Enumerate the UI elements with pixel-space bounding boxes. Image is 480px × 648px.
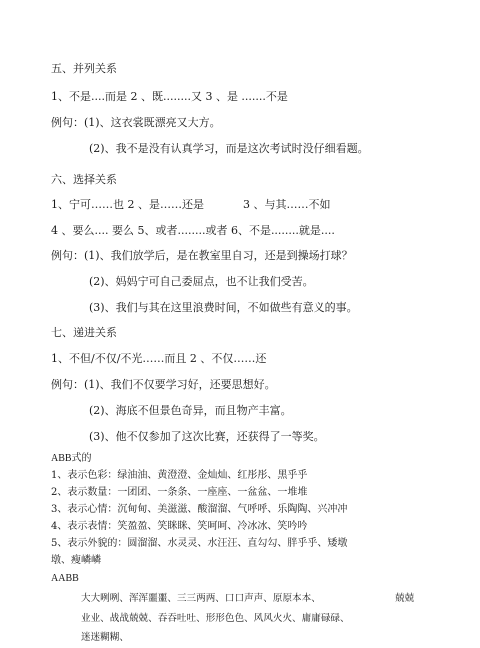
section-5-pattern: 1、不是....而是 2 、既........又 3 、是 .......不是	[51, 90, 288, 103]
abb-item: 4、表示表情：笑盈盈、笑眯眯、笑呵呵、冷冰冰、笑吟吟	[51, 521, 308, 532]
section-6-pattern-a: 1、宁可……也 2 、是……还是	[51, 198, 204, 211]
section-7-example-1: 例句：(1)、我们不仅要学习好，还要思想好。	[51, 378, 276, 391]
section-6-example-2: (2)、妈妈宁可自己委屈点，也不让我们受苦。	[89, 275, 314, 288]
abb-item: 3、表示心情：沉甸甸、美滋滋、酸溜溜、气呼呼、乐陶陶、兴冲冲	[51, 504, 348, 515]
abb-item-wrap: 墩、瘦嶙嶙	[51, 555, 101, 566]
section-5-example-2: (2)、我不是没有认真学习，而是这次考试时没仔细看题。	[89, 142, 369, 155]
abb-heading: ABB式的	[51, 453, 92, 464]
aabb-row-1: 大大咧咧、浑浑噩噩、三三两两、口口声声、原原本本、	[81, 593, 321, 604]
section-6-pattern-c: 4 、要么.... 要么 5、或者........或者 6、不是........就是....	[51, 224, 335, 237]
section-5-example-1: 例句：(1)、这衣裳既漂亮又大方。	[51, 116, 221, 129]
section-7-pattern: 1、不但/不仅/不光……而且 2 、不仅……还	[51, 352, 267, 365]
section-5-heading: 五、并列关系	[51, 62, 117, 75]
section-6-example-1: 例句：(1)、我们放学后，是在教室里自习，还是到操场打球？	[51, 249, 353, 262]
aabb-row-2: 业业、战战兢兢、吞吞吐吐、形形色色、风风火火、庸庸碌碌、	[81, 613, 350, 624]
section-7-example-2: (2)、海底不但景色奇异，而且物产丰富。	[89, 404, 292, 417]
section-6-heading: 六、选择关系	[51, 173, 117, 186]
abb-item: 1、表示色彩：绿油油、黄澄澄、金灿灿、红彤彤、黑乎乎	[51, 470, 308, 481]
section-6-pattern-b: 3 、与其……不如	[243, 198, 331, 211]
abb-item: 5、表示外貌的：圆溜溜、水灵灵、水汪汪、直勾勾、胖乎乎、矮墩	[51, 538, 348, 549]
section-6-example-3: (3)、我们与其在这里浪费时间，不如做些有意义的事。	[89, 301, 358, 314]
section-7-example-3: (3)、他不仅参加了这次比赛，还获得了一等奖。	[89, 430, 325, 443]
section-7-heading: 七、递进关系	[51, 326, 117, 339]
aabb-row-1-end: 兢兢	[395, 593, 415, 604]
aabb-row-3: 迷迷糊糊、	[81, 632, 129, 643]
abb-item: 2、表示数量：一团团、一条条、一座座、一盆盆、一堆堆	[51, 487, 308, 498]
aabb-heading: AABB	[51, 573, 79, 584]
